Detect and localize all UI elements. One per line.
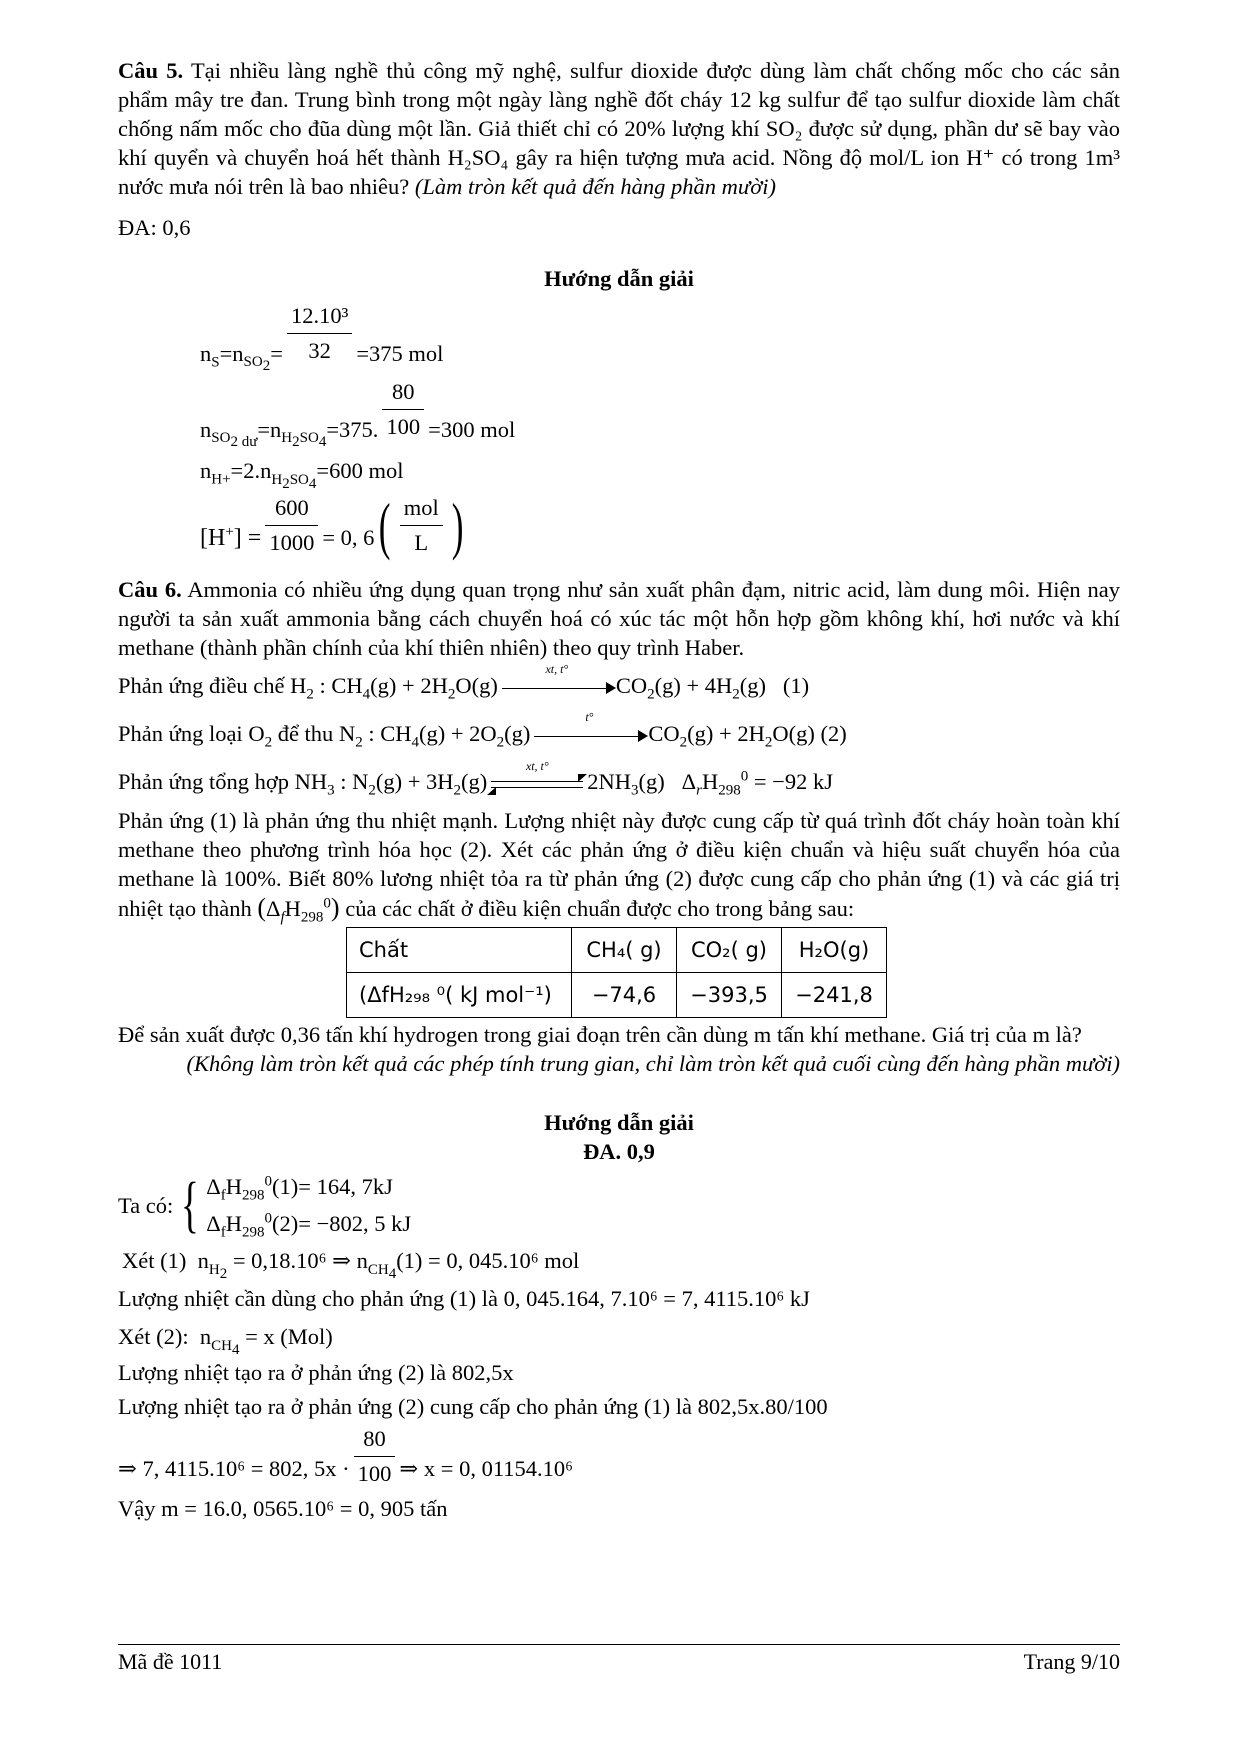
reaction-1-arrow-label: xt, t° (545, 661, 569, 676)
page-number: Trang 9/10 (1023, 1649, 1120, 1674)
reaction-2-prefix: Phản ứng loại (118, 721, 243, 746)
question-5-answer: ĐA: 0,6 (118, 215, 191, 240)
q6-system: Ta có: { $\Delta_fH_{298}^0(1)= 164$, 7kJ $\Delta_fH_{298}^0(2)= -802$, 5 kJ (118, 1171, 412, 1241)
q5-eq-1: $n_S=n_{SO_2}=$ $\frac{\text{12.10³}}{32}$ =375 mol (200, 303, 444, 375)
q5-eq1-denominator: 32 (308, 338, 331, 363)
q5-eq2-result: =300 mol (428, 416, 516, 442)
question-5-solution (200, 301, 1120, 569)
question-6-text-3: Để sản xuất được 0,36 tấn khí hydrogen trong giai đoạn trên cần dùng m tấn khí methane. Giá trị của m là? (118, 1022, 1082, 1047)
q5-eq-4: [H+] = $\frac{600}{1000}$ = 0, 6( $\frac{\text{mol}}{L}$ ) (200, 489, 464, 561)
reaction-1-tag: (1) (782, 673, 810, 698)
q6-heat-1-value: 0, 045.164, 7.10⁶ = 7, 4115.10⁶ kJ (503, 1286, 810, 1311)
table-header-cell: Chất (347, 928, 572, 973)
q6-system-line-1: = 164, 7kJ (298, 1174, 393, 1199)
q6-ta-co: Ta có: (118, 1192, 174, 1218)
question-5-guide-title: Hướng dẫn giải (544, 266, 694, 291)
exam-code: Mã đề 1011 (118, 1649, 223, 1674)
table-cell: (ΔfH₂₉₈ ⁰( kJ mol⁻¹) (347, 973, 572, 1018)
table-cell: −74,6 (572, 973, 677, 1018)
document-page (118, 56, 1120, 1526)
question-6-note: (Không làm tròn kết quả các phép tính trung gian, chỉ làm tròn kết quả cuối cùng đến hàng phần mười) (186, 1051, 1120, 1076)
question-6-text: Ammonia có nhiều ứng dụng quan trọng như sản xuất phân đạm, nitric acid, làm dung môi. Hiện nay người ta sản xuất ammonia bằng cách chuyển hoá có xúc tác một hỗn hợp gồm không khí, hơi nước và khí methane (thành phần chính của khí thiên nhiên) theo quy trình Haber. (118, 577, 1120, 660)
question-6-label: Câu 6. (118, 577, 182, 602)
q5-eq4-unit-den: L (414, 530, 429, 555)
q5-eq-3: $n_{H+}=2.n_{H_2SO_4}=600$ mol (200, 458, 404, 492)
q6-system-line-2: = −802, 5 kJ (298, 1211, 412, 1236)
q6-xet-1-eq2: (1) = 0, 045.10⁶ mol (396, 1248, 580, 1273)
q6-final: Vậy m = 16.0, 0565.10⁶ = 0, 905 tấn (118, 1496, 448, 1521)
reaction-2-mid: để thu (277, 721, 334, 746)
table-header-cell: CO₂( g) (677, 928, 782, 973)
page-footer (118, 1644, 1120, 1674)
q6-calc-right: ⇒ x = 0, 01154.10⁶ (399, 1455, 573, 1481)
q6-calc-denominator: 100 (357, 1461, 392, 1486)
q5-eq2-numerator: 80 (382, 377, 424, 410)
question-5-text: Tại nhiều làng nghề thủ công mỹ nghệ, sulfur dioxide được dùng làm chất chống mốc cho các sản phẩm mây tre đan. Trung bình trong một ngày làng nghề đốt cháy 12 kg sulfur để tạo sulfur dioxide làm chất chống nấm mốc cho đũa dùng một lần. Giả thiết chỉ có 20% lượng khí SO₂ được sử dụng, phần dư sẽ bay vào khí quyển và chuyển hoá hết thành H₂SO₄ gây ra hiện tượng mưa acid. Nồng độ mol/L ion H⁺ có trong 1m³ nước mưa nói trên là bao nhiêu? (118, 58, 1121, 199)
q5-eq3-result: =600 mol (316, 458, 404, 483)
q5-eq1-result: =375 mol (356, 340, 444, 366)
question-6-guide-title: Hướng dẫn giải (544, 1110, 694, 1135)
reaction-1-prefix: Phản ứng điều chế (118, 673, 285, 698)
reaction-3-arrow-label: xt, t° (525, 758, 549, 773)
question-5-note: (Làm tròn kết quả đến hàng phần mười) (414, 174, 776, 199)
q6-xet-2-label: Xét (2): (118, 1324, 189, 1349)
q6-calc (118, 1424, 1120, 1486)
table-header-row (347, 928, 887, 973)
reaction-2-tag: (2) (820, 721, 847, 746)
q6-xet-2-eq: = x (Mol) (245, 1324, 333, 1349)
q6-heat-3: Lượng nhiệt tạo ra ở phản ứng (2) cung cấp cho phản ứng (1) là 802,5x.80/100 (118, 1394, 828, 1419)
q5-eq4-unit-num: mol (400, 493, 443, 526)
q6-xet-1-eq: = 0,18.10⁶ ⇒ n (232, 1248, 368, 1273)
q6-xet-1: Xét (1) $n_{H_2} = 0,18.10^6$ ⇒ $n_{CH_4}(1) = 0$, 045.10⁶ mol (122, 1248, 580, 1282)
table-header-cell: CH₄( g) (572, 928, 677, 973)
q5-eq-2: $n_{SO_{2 dư}}=n_{H_2SO_4}=375$. $\frac{80}{100}$ =300 mol (200, 379, 516, 451)
reaction-3-prefix: Phản ứng tổng hợp (118, 769, 289, 794)
table-row (347, 973, 887, 1018)
table-cell: −241,8 (782, 973, 887, 1018)
q6-heat-1 (118, 1280, 1120, 1318)
q6-heat-2: Lượng nhiệt tạo ra ở phản ứng (2) là 802,5x (118, 1360, 514, 1385)
question-6 (118, 575, 1120, 662)
q5-eq2-denominator: 100 (386, 414, 421, 439)
question-6-answer: ĐA. 0,9 (583, 1139, 655, 1164)
reaction-1: Phản ứng điều chế $H_2$ : $CH_4(g) + 2H_2O(g)$ xt, t° $CO_2(g) + 4H_2(g)$ (1) (118, 661, 810, 703)
reaction-3-enthalpy: = −92 kJ (753, 769, 833, 794)
table-header-cell: H₂O(g) (782, 928, 887, 973)
q6-calc-numerator: 80 (354, 1424, 396, 1457)
question-5-label: Câu 5. (118, 58, 184, 83)
question-6-text-2-end: của các chất ở điều kiện chuẩn được cho trong bảng sau: (345, 896, 855, 921)
question-5 (118, 56, 1120, 201)
q5-eq4-numerator: 600 (265, 493, 318, 526)
q6-xet-1-label: Xét (1) (122, 1248, 187, 1273)
reaction-3: Phản ứng tổng hợp $NH_3$ : $N_2(g) + 3H_2(g)$ xt, t° $2NH_3(g) \Delta_rH_{298}^0 = -92$ kJ (118, 758, 833, 799)
q5-eq4-result: = 0, 6 (322, 524, 375, 550)
enthalpy-table (346, 927, 887, 1018)
question-6-text-2: Phản ứng (1) là phản ứng thu nhiệt mạnh. Lượng nhiệt này được cung cấp từ quá trình đốt cháy hoàn toàn khí methane theo phương trình hóa học (2). Xét các phản ứng ở điều kiện chuẩn và hiệu suất chuyển hóa của methane là 100%. Biết 80% lương nhiệt tỏa ra từ phản ứng (2) được cung cấp cho phản ứng (1) và các giá trị nhiệt tạo thành $(\Delta_fH_{298}^0)$ của các chất ở điều kiện chuẩn được cho trong bảng sau: (118, 808, 1120, 926)
q6-calc-left: ⇒ 7, 4115.10⁶ = 802, 5x · (118, 1455, 350, 1481)
table-cell: −393,5 (677, 973, 782, 1018)
q5-eq1-numerator: 12.10³ (287, 301, 352, 334)
reaction-2-arrow-label: t° (585, 709, 594, 724)
q6-xet-2: Xét (2): $n_{CH_4} = x$ (Mol) (118, 1324, 333, 1358)
q5-eq4-denominator: 1000 (269, 530, 315, 555)
reaction-2: Phản ứng loại $O_2$ để thu $N_2$ : $CH_4(g) + 2O_2(g)$ t° $CO_2(g) + 2H_2O(g)$ (2) (118, 709, 847, 751)
question-6-text-2-body: Phản ứng (1) là phản ứng thu nhiệt mạnh. Lượng nhiệt này được cung cấp từ quá trình đốt cháy hoàn toàn khí methane theo phương trình hóa học (2). Xét các phản ứng ở điều kiện chuẩn và hiệu suất chuyển hóa của methane là 100%. Biết 80% lương nhiệt tỏa ra từ phản ứng (2) được cung cấp cho phản ứng (1) và các giá trị nhiệt tạo thành (118, 808, 1120, 921)
q6-heat-1-text: Lượng nhiệt cần dùng cho phản ứng (1) là (118, 1286, 498, 1311)
